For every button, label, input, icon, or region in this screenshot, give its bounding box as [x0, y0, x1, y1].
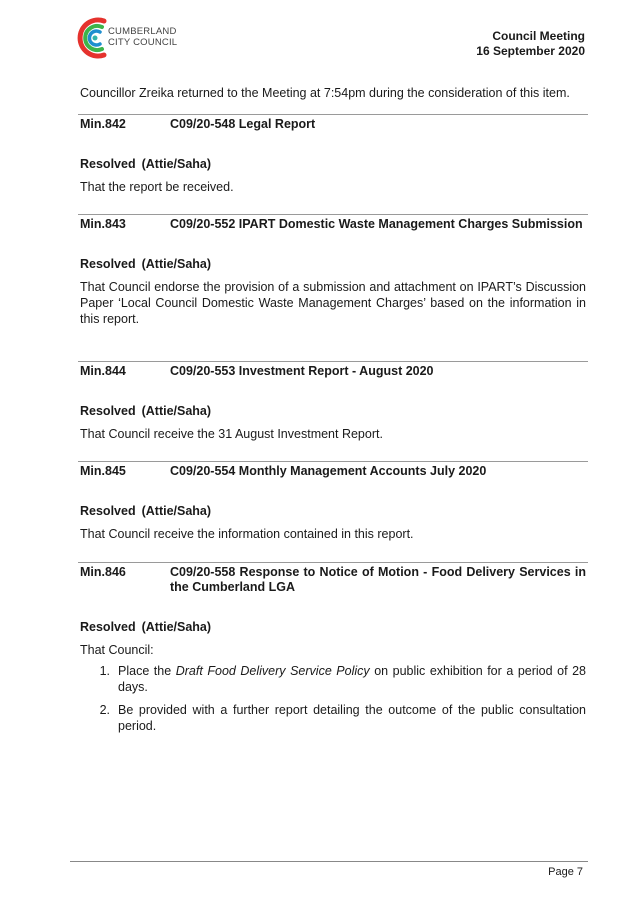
item-text-pre: Place the: [118, 664, 176, 678]
minute-heading: [80, 563, 586, 595]
minute-title: C09/20-554 Monthly Management Accounts July 2020: [170, 464, 487, 478]
minute-number: Min.843: [80, 217, 126, 231]
page-number: Page 7: [548, 866, 583, 878]
resolution-text: That the report be received.: [80, 180, 234, 194]
list-item: [80, 702, 586, 734]
resolved-line: [80, 619, 586, 635]
meeting-title: Council Meeting: [492, 29, 585, 43]
minute-842: [80, 114, 586, 195]
minute-heading: [80, 362, 586, 379]
resolved-label: Resolved: [80, 404, 136, 418]
item-text-post: on public exhibition for a period of 28 days.: [118, 664, 586, 694]
resolved-label: Resolved: [80, 504, 136, 518]
list-item-number: 1.: [99, 664, 110, 678]
minute-heading: [80, 115, 586, 132]
minute-number: Min.842: [80, 117, 126, 131]
resolved-line: [80, 256, 586, 272]
resolution-text: That Council receive the 31 August Investment Report.: [80, 427, 383, 441]
footer-divider: [70, 861, 588, 862]
resolution-text: That Council endorse the provision of a submission and attachment on IPART’s Discussion Paper ‘Local Council Domestic Waste Management Charges’ based on the information in this report.: [80, 280, 586, 326]
resolved-line: [80, 503, 586, 519]
resolved-label: Resolved: [80, 257, 136, 271]
minute-843: [80, 214, 586, 327]
movers: (Attie/Saha): [141, 404, 212, 418]
resolved-label: Resolved: [80, 157, 136, 171]
minute-number: Min.845: [80, 464, 126, 478]
movers: (Attie/Saha): [141, 620, 212, 634]
resolved-line: [80, 403, 586, 419]
logo-line-1: CUMBERLAND: [108, 26, 177, 37]
meeting-header: [476, 29, 585, 59]
minute-845: [80, 461, 586, 542]
resolved-label: Resolved: [80, 620, 136, 634]
minute-heading: [80, 215, 586, 232]
movers: (Attie/Saha): [141, 257, 212, 271]
minute-846: [80, 562, 586, 741]
logo-line-2: CITY COUNCIL: [108, 37, 178, 48]
resolution-text: That Council:: [80, 643, 154, 657]
minute-number: Min.844: [80, 364, 126, 378]
policy-title: Draft Food Delivery Service Policy: [175, 664, 370, 678]
minute-number: Min.846: [80, 565, 126, 579]
resolved-line: [80, 156, 586, 172]
list-item-text: [110, 663, 586, 695]
movers: (Attie/Saha): [141, 504, 212, 518]
movers: (Attie/Saha): [141, 157, 212, 171]
minute-title: C09/20-548 Legal Report: [170, 117, 316, 131]
minute-heading: [80, 462, 586, 479]
resolution-list: [80, 663, 586, 734]
minute-title: C09/20-552 IPART Domestic Waste Management Charges Submission: [170, 217, 583, 231]
list-item: [80, 663, 586, 695]
minute-title: C09/20-558 Response to Notice of Motion - Food Delivery Services in the Cumberland LGA: [170, 565, 586, 594]
intro-paragraph: Councillor Zreika returned to the Meeting at 7:54pm during the consideration of this item.: [80, 86, 570, 100]
minute-844: [80, 361, 586, 442]
resolution-text: That Council receive the information contained in this report.: [80, 527, 414, 541]
logo-wordmark: [108, 26, 177, 48]
meeting-date: 16 September 2020: [476, 44, 585, 58]
list-item-text: Be provided with a further report detailing the outcome of the public consultation period.: [118, 703, 586, 733]
minute-title: C09/20-553 Investment Report - August 2020: [170, 364, 434, 378]
list-item-number: 2.: [99, 703, 110, 717]
